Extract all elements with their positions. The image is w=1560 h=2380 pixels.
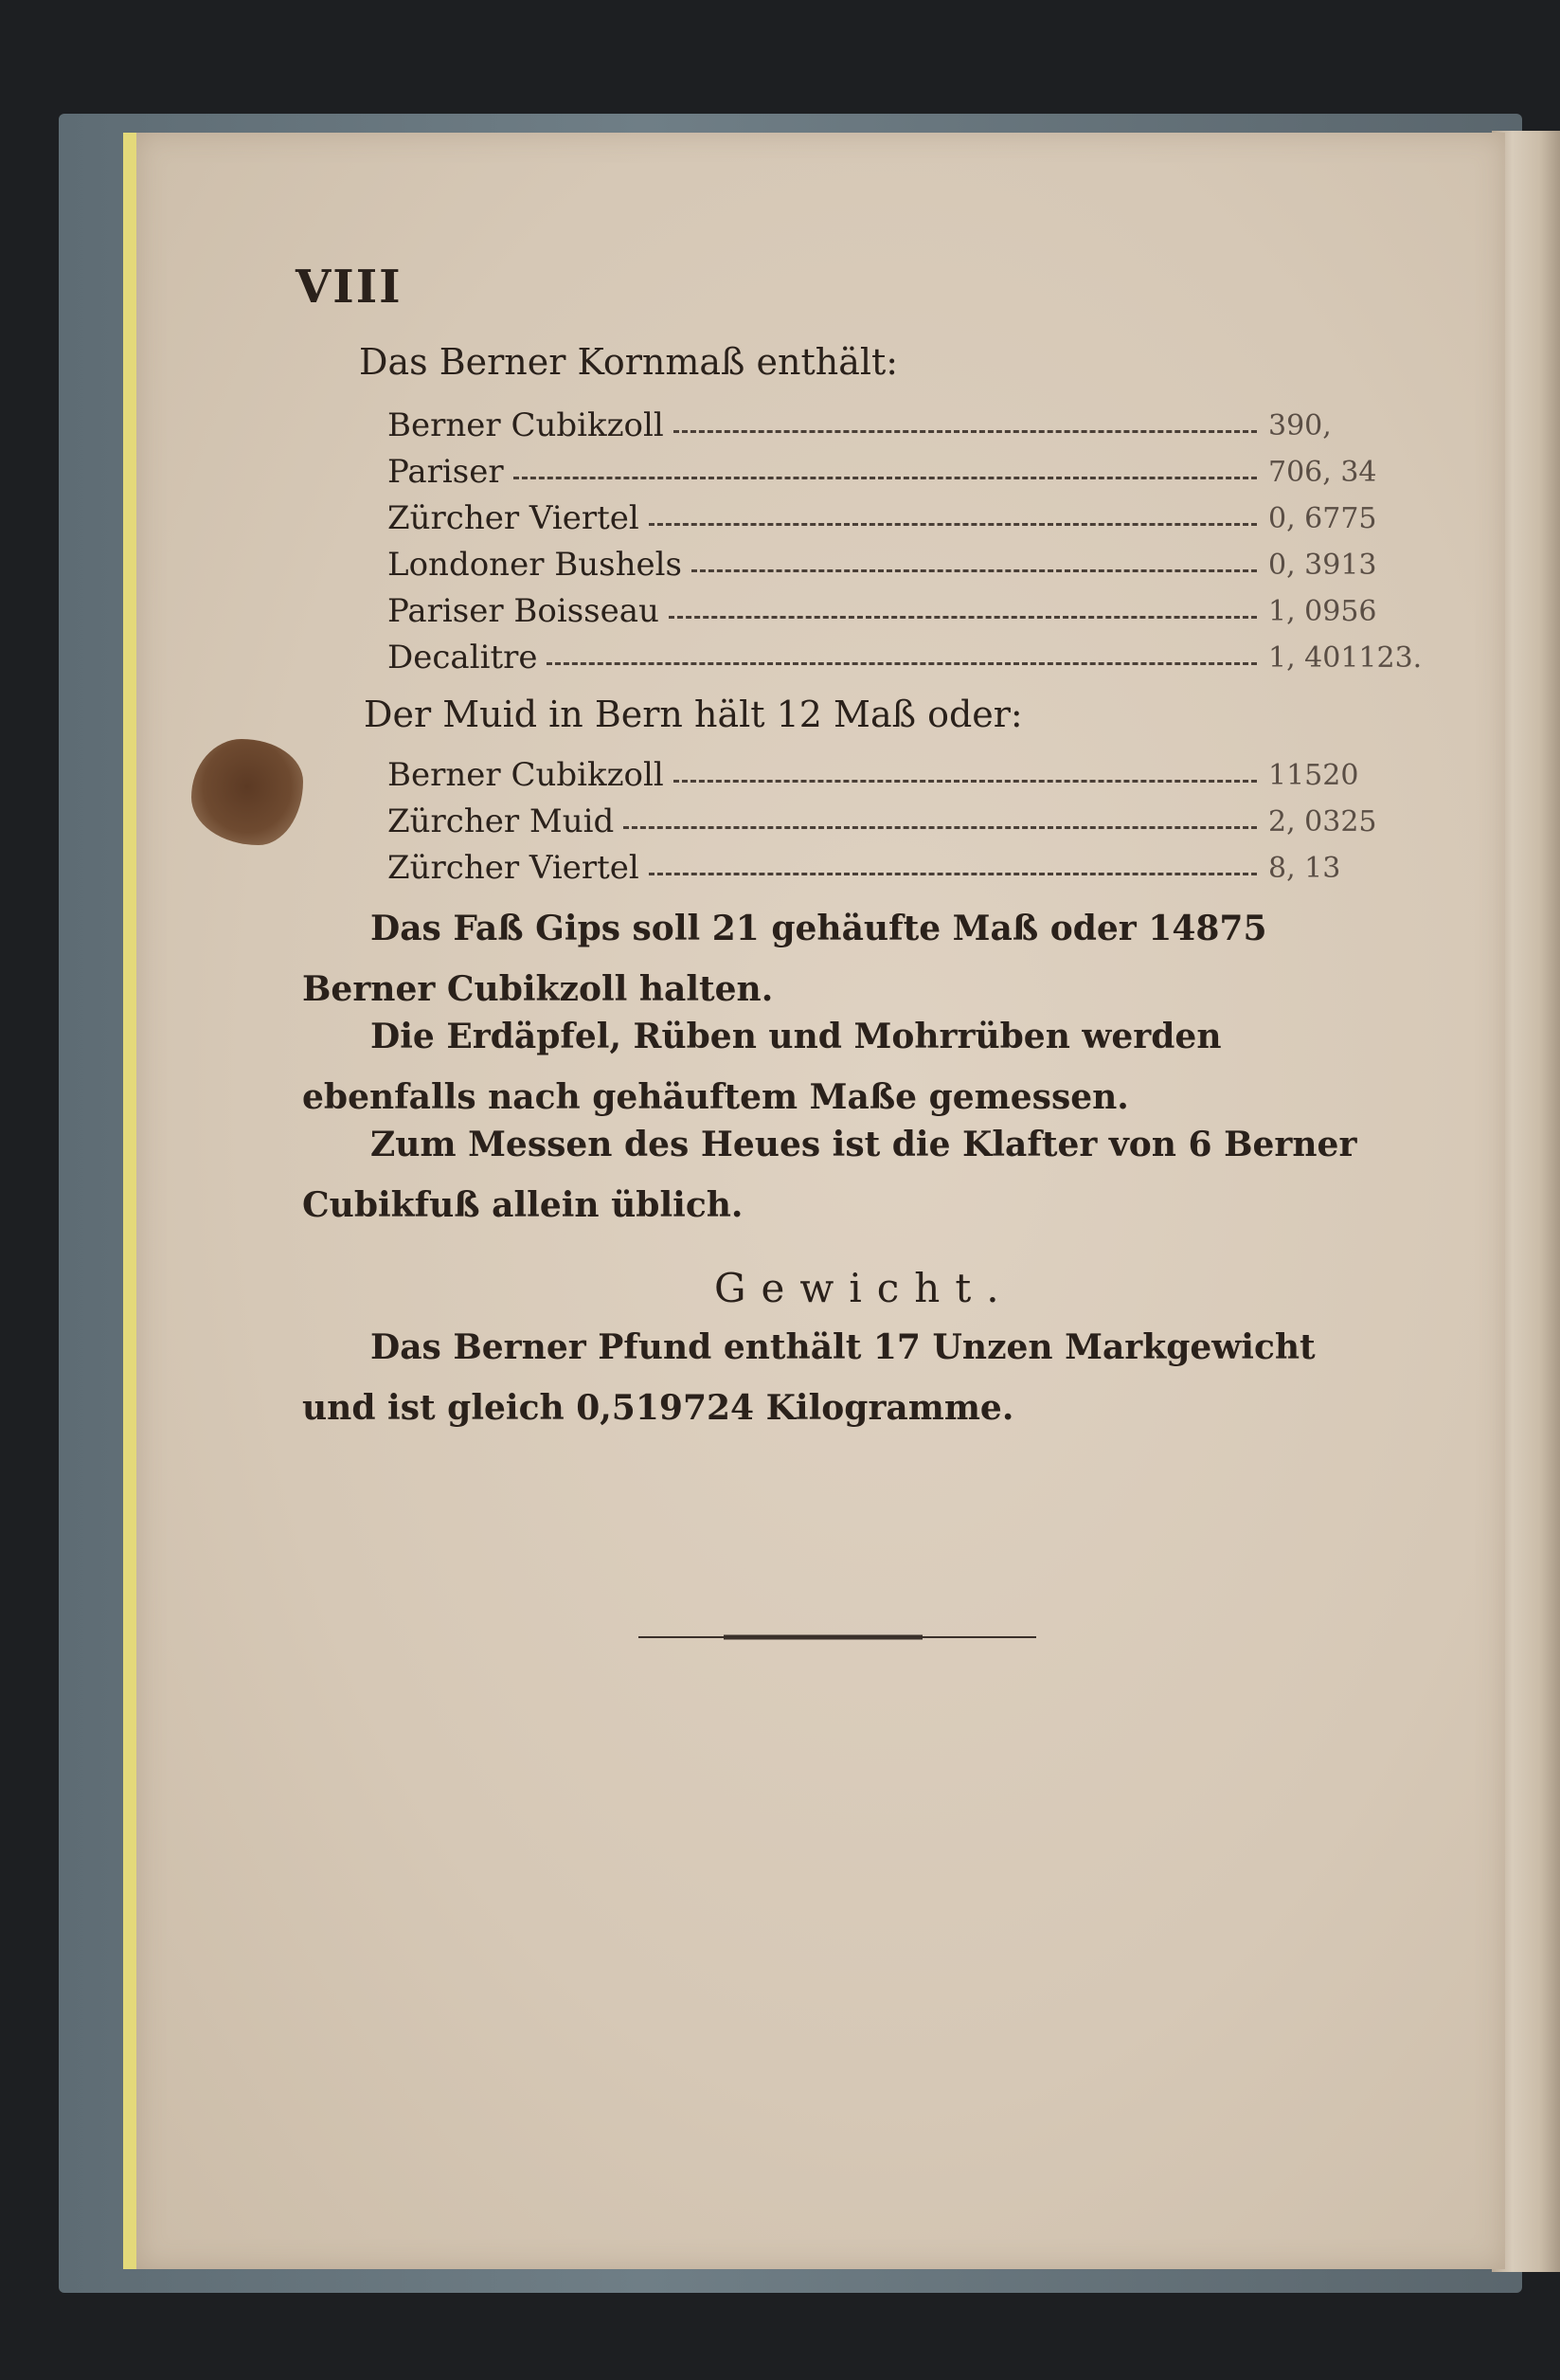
row-label: Zürcher Viertel <box>387 849 639 887</box>
paragraph-pfund: Das Berner Pfund enthält 17 Unzen Markgewicht und ist gleich 0,519724 Kilogramme. <box>302 1327 1316 1428</box>
ornament-rule <box>638 1632 1036 1642</box>
kornmass-row <box>387 404 1429 447</box>
kornmass-row <box>387 450 1429 494</box>
paragraph-gips: Das Faß Gips soll 21 gehäufte Maß oder 14875 Berner Cubikzoll halten. <box>302 909 1267 1009</box>
row-label: Londoner Bushels <box>387 546 682 584</box>
leader-dots <box>513 477 1257 479</box>
leader-dots <box>669 616 1257 619</box>
paragraph-heu: Zum Messen des Heues ist die Klafter von 6 Berner Cubikfuß allein üblich. <box>302 1125 1357 1225</box>
leader-dots <box>649 523 1257 526</box>
row-value: 390, <box>1268 408 1332 442</box>
muid-row <box>387 846 1429 890</box>
row-value: 2, 0325 <box>1268 804 1377 838</box>
row-label: Pariser <box>387 453 504 491</box>
leader-dots <box>673 430 1257 433</box>
row-value: 706, 34 <box>1268 455 1377 489</box>
row-label: Zürcher Muid <box>387 802 615 840</box>
ink-stain <box>191 739 303 845</box>
row-value: 1, 0956 <box>1268 594 1377 628</box>
kornmass-row <box>387 543 1429 586</box>
muid-heading: Der Muid in Bern hält 12 Maß oder: <box>364 694 1023 735</box>
row-value: 11520 <box>1268 758 1359 792</box>
row-label: Berner Cubikzoll <box>387 756 664 794</box>
paragraph-erdaepfel: Die Erdäpfel, Rüben und Mohrrüben werden ebenfalls nach gehäuftem Maße gemessen. <box>302 1017 1222 1117</box>
row-value: 0, 6775 <box>1268 501 1377 535</box>
row-label: Berner Cubikzoll <box>387 406 664 444</box>
row-label: Zürcher Viertel <box>387 499 639 537</box>
kornmass-heading: Das Berner Kornmaß enthält: <box>359 341 899 383</box>
row-value: 0, 3913 <box>1268 548 1377 582</box>
leader-dots <box>691 569 1257 572</box>
muid-row <box>387 753 1429 797</box>
leader-dots <box>673 780 1257 783</box>
row-label: Pariser Boisseau <box>387 592 659 630</box>
kornmass-row <box>387 496 1429 540</box>
leader-dots <box>547 662 1257 665</box>
page-number: VIII <box>296 261 403 314</box>
row-value: 8, 13 <box>1268 851 1341 885</box>
row-label: Decalitre <box>387 639 538 676</box>
leader-dots <box>623 826 1257 829</box>
section-title-gewicht: Gewicht. <box>714 1265 1014 1311</box>
kornmass-row <box>387 636 1429 679</box>
row-value: 1, 401123. <box>1268 640 1423 675</box>
leader-dots <box>649 873 1257 875</box>
book-page <box>123 133 1505 2269</box>
kornmass-row <box>387 589 1429 633</box>
muid-row <box>387 800 1429 843</box>
